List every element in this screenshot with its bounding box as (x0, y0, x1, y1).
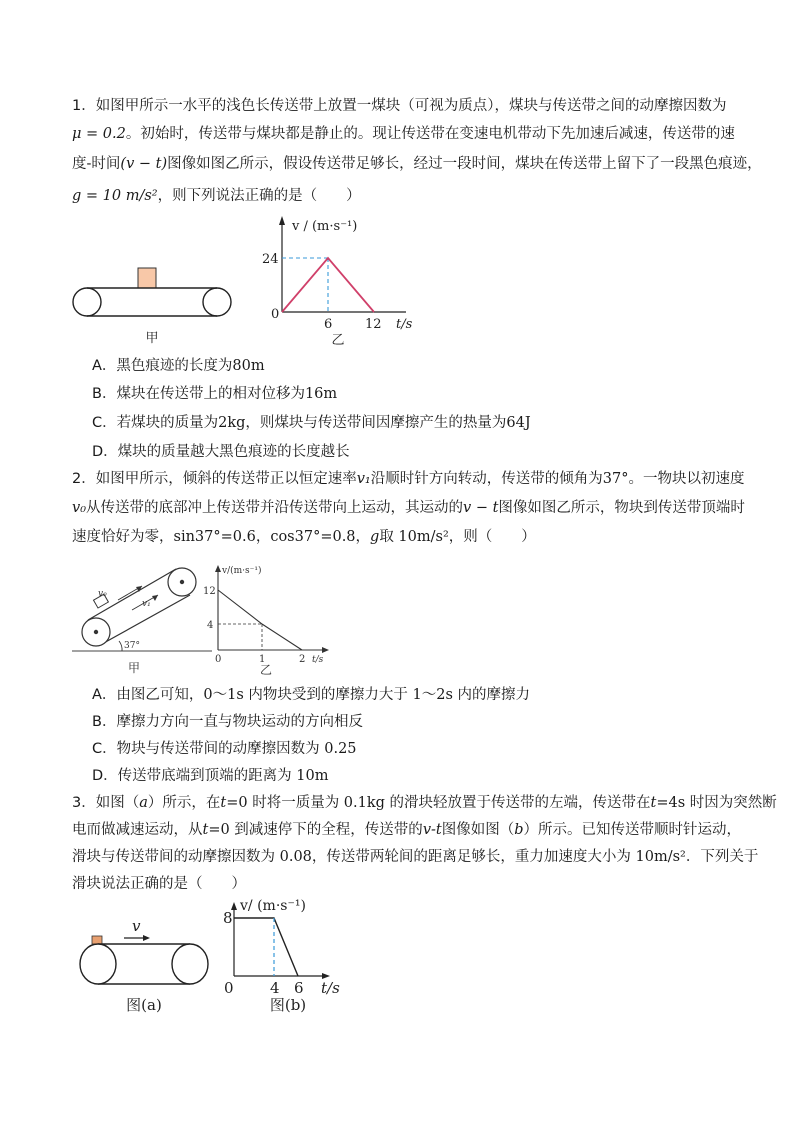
q3-figure-b (220, 896, 360, 1020)
q1-chart-peak-label: 24 (262, 252, 279, 267)
q3-figure-a (72, 916, 222, 1020)
q3-chart-x4: 4 (270, 979, 280, 997)
q1-chart-x6: 6 (324, 317, 333, 332)
q3-chart-ylabel: v/ (m·s⁻¹) (240, 898, 306, 914)
q3-line-4: 滑块说法正确的是（ ） (72, 876, 246, 892)
q2-option-a[interactable]: A．由图乙可知，0～1s 内物块受到的摩擦力大于 1～2s 内的摩擦力 (92, 687, 531, 703)
q1-g: g = 10 m/s² (72, 188, 158, 204)
q2-line-2: v₀从传送带的底部冲上传送带并沿传送带向上运动，其运动的v − t图像如图乙所示，物块到传送带顶端时 (72, 500, 745, 516)
q2-chart-x2: 2 (299, 654, 306, 665)
q3-right-wheel (172, 944, 208, 984)
q3-line-3: 滑块与传送带间的动摩擦因数为 0.08，传送带两轮间的距离足够长，重力加速度大小为 10m/s²．下列关于 (72, 849, 759, 865)
q2-fig-v0: v₀ (98, 589, 107, 599)
q1-fig-yi-label: 乙 (331, 333, 345, 348)
q3-fig-v: v (132, 917, 141, 935)
q3-line-2: 电而做减速运动，从t=0 到减速停下的全程，传送带的v-t图像如图（b）所示。已知传送带顺时针运动， (72, 822, 742, 838)
q1-number: 1． (72, 98, 96, 114)
q2-chart-x0: 0 (215, 654, 222, 665)
right-wheel (203, 288, 231, 316)
q3-chart-xlabel: t/s (321, 979, 340, 997)
q1-option-a[interactable]: A．黑色痕迹的长度为80m (92, 358, 265, 374)
q3-slider (92, 936, 102, 944)
q1-vt: (v − t) (120, 156, 168, 172)
q2-option-d[interactable]: D．传送带底端到顶端的距离为 10m (92, 768, 329, 784)
q1-line-4: g = 10 m/s²，则下列说法正确的是（ ） (72, 188, 361, 204)
q2-option-c[interactable]: C．物块与传送带间的动摩擦因数为 0.25 (92, 741, 357, 757)
q3-left-wheel (80, 944, 116, 984)
left-wheel (73, 288, 101, 316)
q1-chart-x12: 12 (365, 317, 382, 332)
q1-line-3: 度-时间(v − t)图像如图乙所示，假设传送带足够长，经过一段时间，煤块在传送带上留下了一段黑色痕迹， (72, 156, 762, 172)
q2-line-1: 2．如图甲所示，倾斜的传送带正以恒定速率v₁沿顺时针方向转动，传送带的倾角为37°。一物块以初速度 (72, 471, 745, 487)
q2-figure-jia (72, 562, 212, 682)
q2-number: 2． (72, 471, 96, 487)
q3-line-1: 3．如图（a）所示，在t=0 时将一质量为 0.1kg 的滑块轻放置于传送带的左端，传送带在t=4s 时因为突然断 (72, 795, 777, 811)
q3-fig-b-label: 图(b) (269, 996, 307, 1014)
q1-figure-jia (70, 264, 250, 354)
q3-chart-line (234, 918, 298, 976)
q1-chart-xlabel: t/s (396, 317, 413, 332)
q2-chart-y4: 4 (207, 620, 214, 631)
q2-line-3: 速度恰好为零，sin37°=0.6，cos37°=0.8，g取 10m/s²，则（ ） (72, 529, 536, 545)
q2-chart-y12: 12 (203, 586, 216, 597)
q1-fig-jia-label: 甲 (145, 331, 159, 346)
coal-block (138, 268, 156, 288)
q1-line-1: 1．如图甲所示一水平的浅色长传送带上放置一煤块（可视为质点），煤块与传送带之间的动摩擦因数为 (72, 98, 727, 114)
q2-chart-x1: 1 (259, 654, 266, 665)
q2-figure-yi (198, 562, 338, 682)
q1-chart-ylabel: v / (m·s⁻¹) (292, 219, 358, 234)
q1-mu: μ = 0.2 (72, 126, 126, 142)
q1-option-d[interactable]: D．煤块的质量越大黑色痕迹的长度越长 (92, 444, 350, 460)
q1-line-2: μ = 0.2。初始时，传送带与煤块都是静止的。现让传送带在变速电机带动下先加速后减速，传送带的速 (72, 126, 735, 142)
q3-fig-a-label: 图(a) (126, 996, 162, 1014)
q1-option-c[interactable]: C．若煤块的质量为2kg，则煤块与传送带间因摩擦产生的热量为64J (92, 415, 531, 431)
q2-fig-jia-label: 甲 (127, 661, 141, 675)
q1-figure-yi (262, 214, 428, 353)
q3-chart-x6: 6 (294, 979, 304, 997)
q2-chart-ylabel: v/(m·s⁻¹) (222, 566, 262, 576)
q2-fig-angle: 37° (124, 641, 140, 651)
q2-fig-v1: v₁ (142, 599, 151, 609)
q2-chart-line (218, 590, 302, 650)
q3-chart-y8: 8 (223, 909, 233, 927)
q2-fig-yi-label: 乙 (259, 663, 273, 677)
q1-option-b[interactable]: B．煤块在传送带上的相对位移为16m (92, 386, 338, 402)
q3-number: 3． (72, 795, 96, 811)
q1-chart-origin: 0 (271, 307, 280, 322)
q3-chart-x0: 0 (224, 979, 234, 997)
q2-chart-xlabel: t/s (312, 655, 324, 665)
q2-option-b[interactable]: B．摩擦力方向一直与物块运动的方向相反 (92, 714, 363, 730)
